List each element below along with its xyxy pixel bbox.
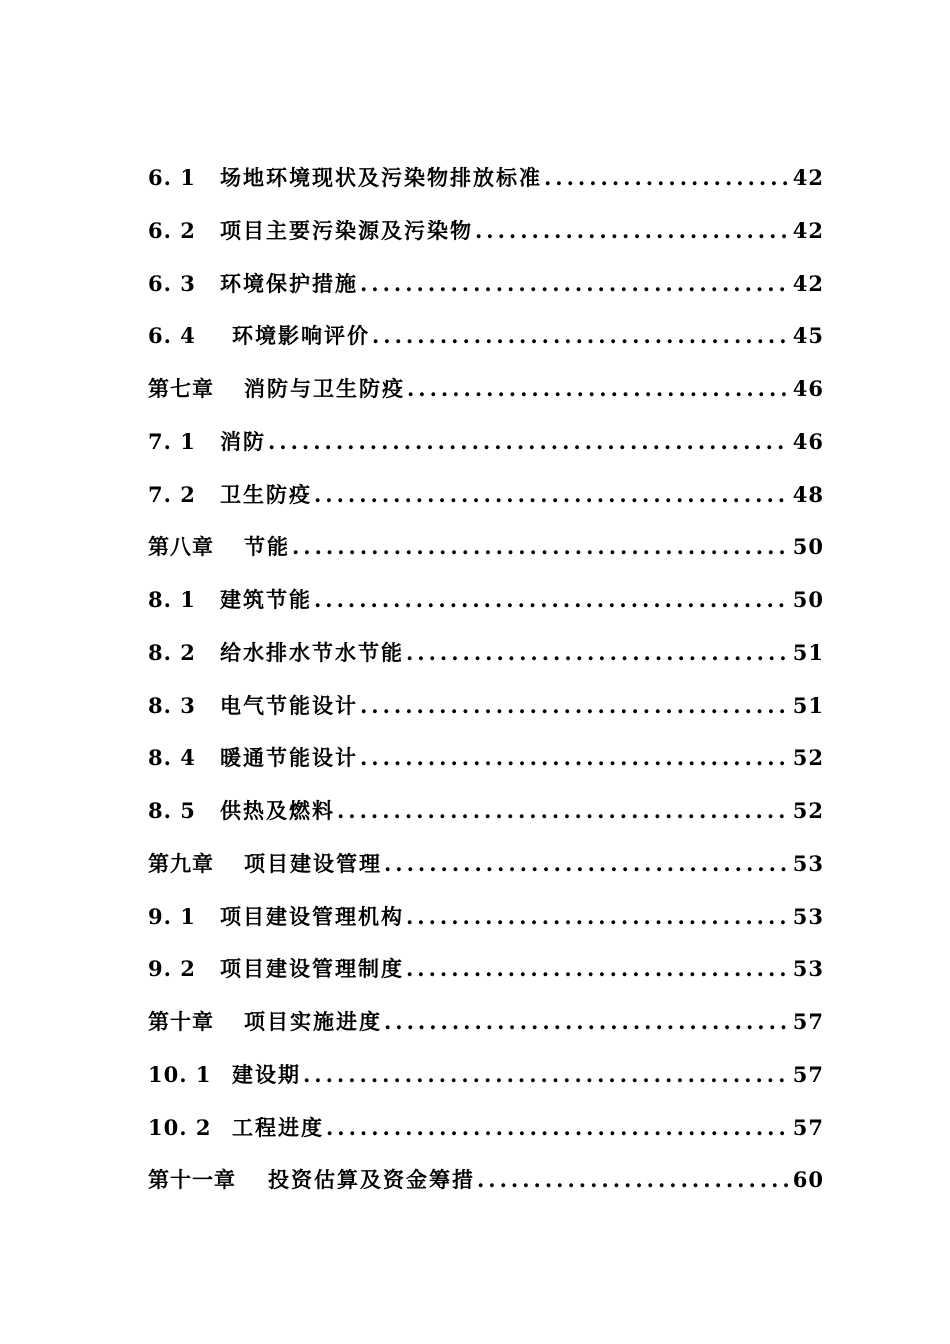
dot-leader bbox=[268, 416, 790, 469]
toc-entry-number: 6. 3 bbox=[148, 270, 196, 296]
dot-leader bbox=[314, 574, 790, 627]
dot-leader bbox=[544, 152, 790, 205]
dot-leader bbox=[360, 680, 790, 733]
toc-entry-number: 8. 5 bbox=[148, 798, 196, 823]
toc-entry-page: 52 bbox=[792, 798, 824, 823]
toc-chapter-title: 项目建设管理 bbox=[244, 850, 382, 876]
dot-leader bbox=[475, 205, 790, 258]
dot-leader bbox=[360, 732, 790, 785]
toc-entry-title: 项目建设管理机构 bbox=[220, 903, 404, 929]
toc-entry-page: 50 bbox=[792, 587, 824, 612]
dot-leader bbox=[326, 1102, 790, 1155]
toc-entry-title: 建设期 bbox=[232, 1061, 301, 1087]
dot-leader bbox=[314, 469, 790, 522]
toc-chapter-entry[interactable] bbox=[148, 1154, 824, 1207]
toc-entry[interactable] bbox=[148, 1102, 824, 1155]
toc-chapter-title: 项目实施进度 bbox=[244, 1009, 382, 1034]
toc-entry-page: 42 bbox=[792, 217, 824, 243]
toc-entry-page: 52 bbox=[792, 745, 824, 771]
toc-entry-title: 电气节能设计 bbox=[220, 692, 358, 718]
toc-entry-page: 42 bbox=[792, 270, 824, 296]
toc-entry-page: 51 bbox=[792, 692, 824, 718]
dot-leader bbox=[372, 310, 790, 363]
toc-entry[interactable] bbox=[148, 310, 824, 363]
toc-entry-number: 6. 1 bbox=[148, 165, 196, 190]
toc-entry-number: 9. 2 bbox=[148, 956, 196, 982]
toc-entry-title: 环境影响评价 bbox=[232, 323, 370, 349]
toc-entry-title: 卫生防疫 bbox=[220, 481, 312, 507]
toc-entry-title: 建筑节能 bbox=[220, 587, 312, 612]
toc-entry-number: 8. 1 bbox=[148, 587, 196, 612]
toc-entry-number: 9. 1 bbox=[148, 903, 196, 929]
toc-chapter-entry[interactable] bbox=[148, 363, 824, 416]
toc-entry-number: 7. 2 bbox=[148, 481, 196, 507]
dot-leader bbox=[292, 521, 790, 574]
toc-entry-page: 53 bbox=[792, 956, 824, 982]
toc-entry-page: 42 bbox=[792, 165, 824, 190]
toc-chapter-number: 第八章 bbox=[148, 534, 214, 560]
dot-leader bbox=[406, 943, 790, 996]
toc-entry[interactable] bbox=[148, 891, 824, 944]
toc-entry[interactable] bbox=[148, 680, 824, 733]
toc-entry-title: 场地环境现状及污染物排放标准 bbox=[220, 165, 542, 190]
dot-leader bbox=[384, 996, 790, 1049]
dot-leader bbox=[384, 838, 790, 891]
toc-chapter-entry[interactable] bbox=[148, 521, 824, 574]
toc-entry-page: 53 bbox=[792, 903, 824, 929]
toc-entry-number: 10. 2 bbox=[148, 1114, 212, 1140]
dot-leader bbox=[337, 785, 790, 838]
toc-entry-title: 项目主要污染源及污染物 bbox=[220, 217, 473, 243]
toc-entry-title: 给水排水节水节能 bbox=[220, 639, 404, 665]
toc-entry[interactable] bbox=[148, 627, 824, 680]
toc-chapter-number: 第七章 bbox=[148, 376, 214, 401]
toc-entry-title: 项目建设管理制度 bbox=[220, 956, 404, 982]
toc-chapter-title: 消防与卫生防疫 bbox=[244, 376, 405, 401]
toc-entry[interactable] bbox=[148, 469, 824, 522]
toc-entry-page: 51 bbox=[792, 639, 824, 665]
table-of-contents bbox=[148, 152, 824, 1207]
toc-entry-page: 57 bbox=[792, 1114, 824, 1140]
toc-entry-number: 7. 1 bbox=[148, 428, 196, 454]
toc-chapter-entry[interactable] bbox=[148, 838, 824, 891]
toc-entry-title: 消防 bbox=[220, 428, 266, 454]
toc-entry-page: 45 bbox=[792, 323, 824, 349]
toc-entry-number: 8. 2 bbox=[148, 639, 196, 665]
toc-entry[interactable] bbox=[148, 1049, 824, 1102]
dot-leader bbox=[406, 627, 790, 680]
toc-entry[interactable] bbox=[148, 152, 824, 205]
toc-entry-page: 57 bbox=[792, 1009, 824, 1034]
dot-leader bbox=[303, 1049, 790, 1102]
toc-entry-page: 57 bbox=[792, 1061, 824, 1087]
toc-entry-page: 53 bbox=[792, 850, 824, 876]
toc-entry-page: 48 bbox=[792, 481, 824, 507]
toc-entry-number: 10. 1 bbox=[148, 1061, 212, 1087]
dot-leader bbox=[406, 891, 790, 944]
toc-entry-page: 46 bbox=[792, 376, 824, 401]
toc-entry-number: 8. 3 bbox=[148, 692, 196, 718]
toc-entry-title: 暖通节能设计 bbox=[220, 745, 358, 771]
toc-entry[interactable] bbox=[148, 732, 824, 785]
toc-chapter-number: 第十一章 bbox=[148, 1167, 236, 1193]
toc-entry-title: 工程进度 bbox=[232, 1114, 324, 1140]
toc-entry-page: 60 bbox=[792, 1167, 824, 1193]
toc-chapter-title: 投资估算及资金筹措 bbox=[268, 1167, 475, 1193]
dot-leader bbox=[407, 363, 790, 416]
toc-entry-page: 50 bbox=[792, 534, 824, 560]
toc-entry[interactable] bbox=[148, 205, 824, 258]
dot-leader bbox=[477, 1154, 790, 1207]
toc-entry-number: 6. 2 bbox=[148, 217, 196, 243]
toc-entry[interactable] bbox=[148, 574, 824, 627]
toc-entry[interactable] bbox=[148, 943, 824, 996]
toc-entry-number: 6. 4 bbox=[148, 323, 196, 349]
toc-entry[interactable] bbox=[148, 258, 824, 311]
toc-entry-number: 8. 4 bbox=[148, 745, 196, 771]
toc-entry[interactable] bbox=[148, 416, 824, 469]
dot-leader bbox=[360, 258, 790, 311]
toc-entry-title: 环境保护措施 bbox=[220, 270, 358, 296]
toc-chapter-number: 第十章 bbox=[148, 1009, 214, 1034]
toc-entry[interactable] bbox=[148, 785, 824, 838]
toc-entry-title: 供热及燃料 bbox=[220, 798, 335, 823]
toc-chapter-number: 第九章 bbox=[148, 850, 214, 876]
toc-chapter-title: 节能 bbox=[244, 534, 290, 560]
toc-chapter-entry[interactable] bbox=[148, 996, 824, 1049]
toc-entry-page: 46 bbox=[792, 428, 824, 454]
